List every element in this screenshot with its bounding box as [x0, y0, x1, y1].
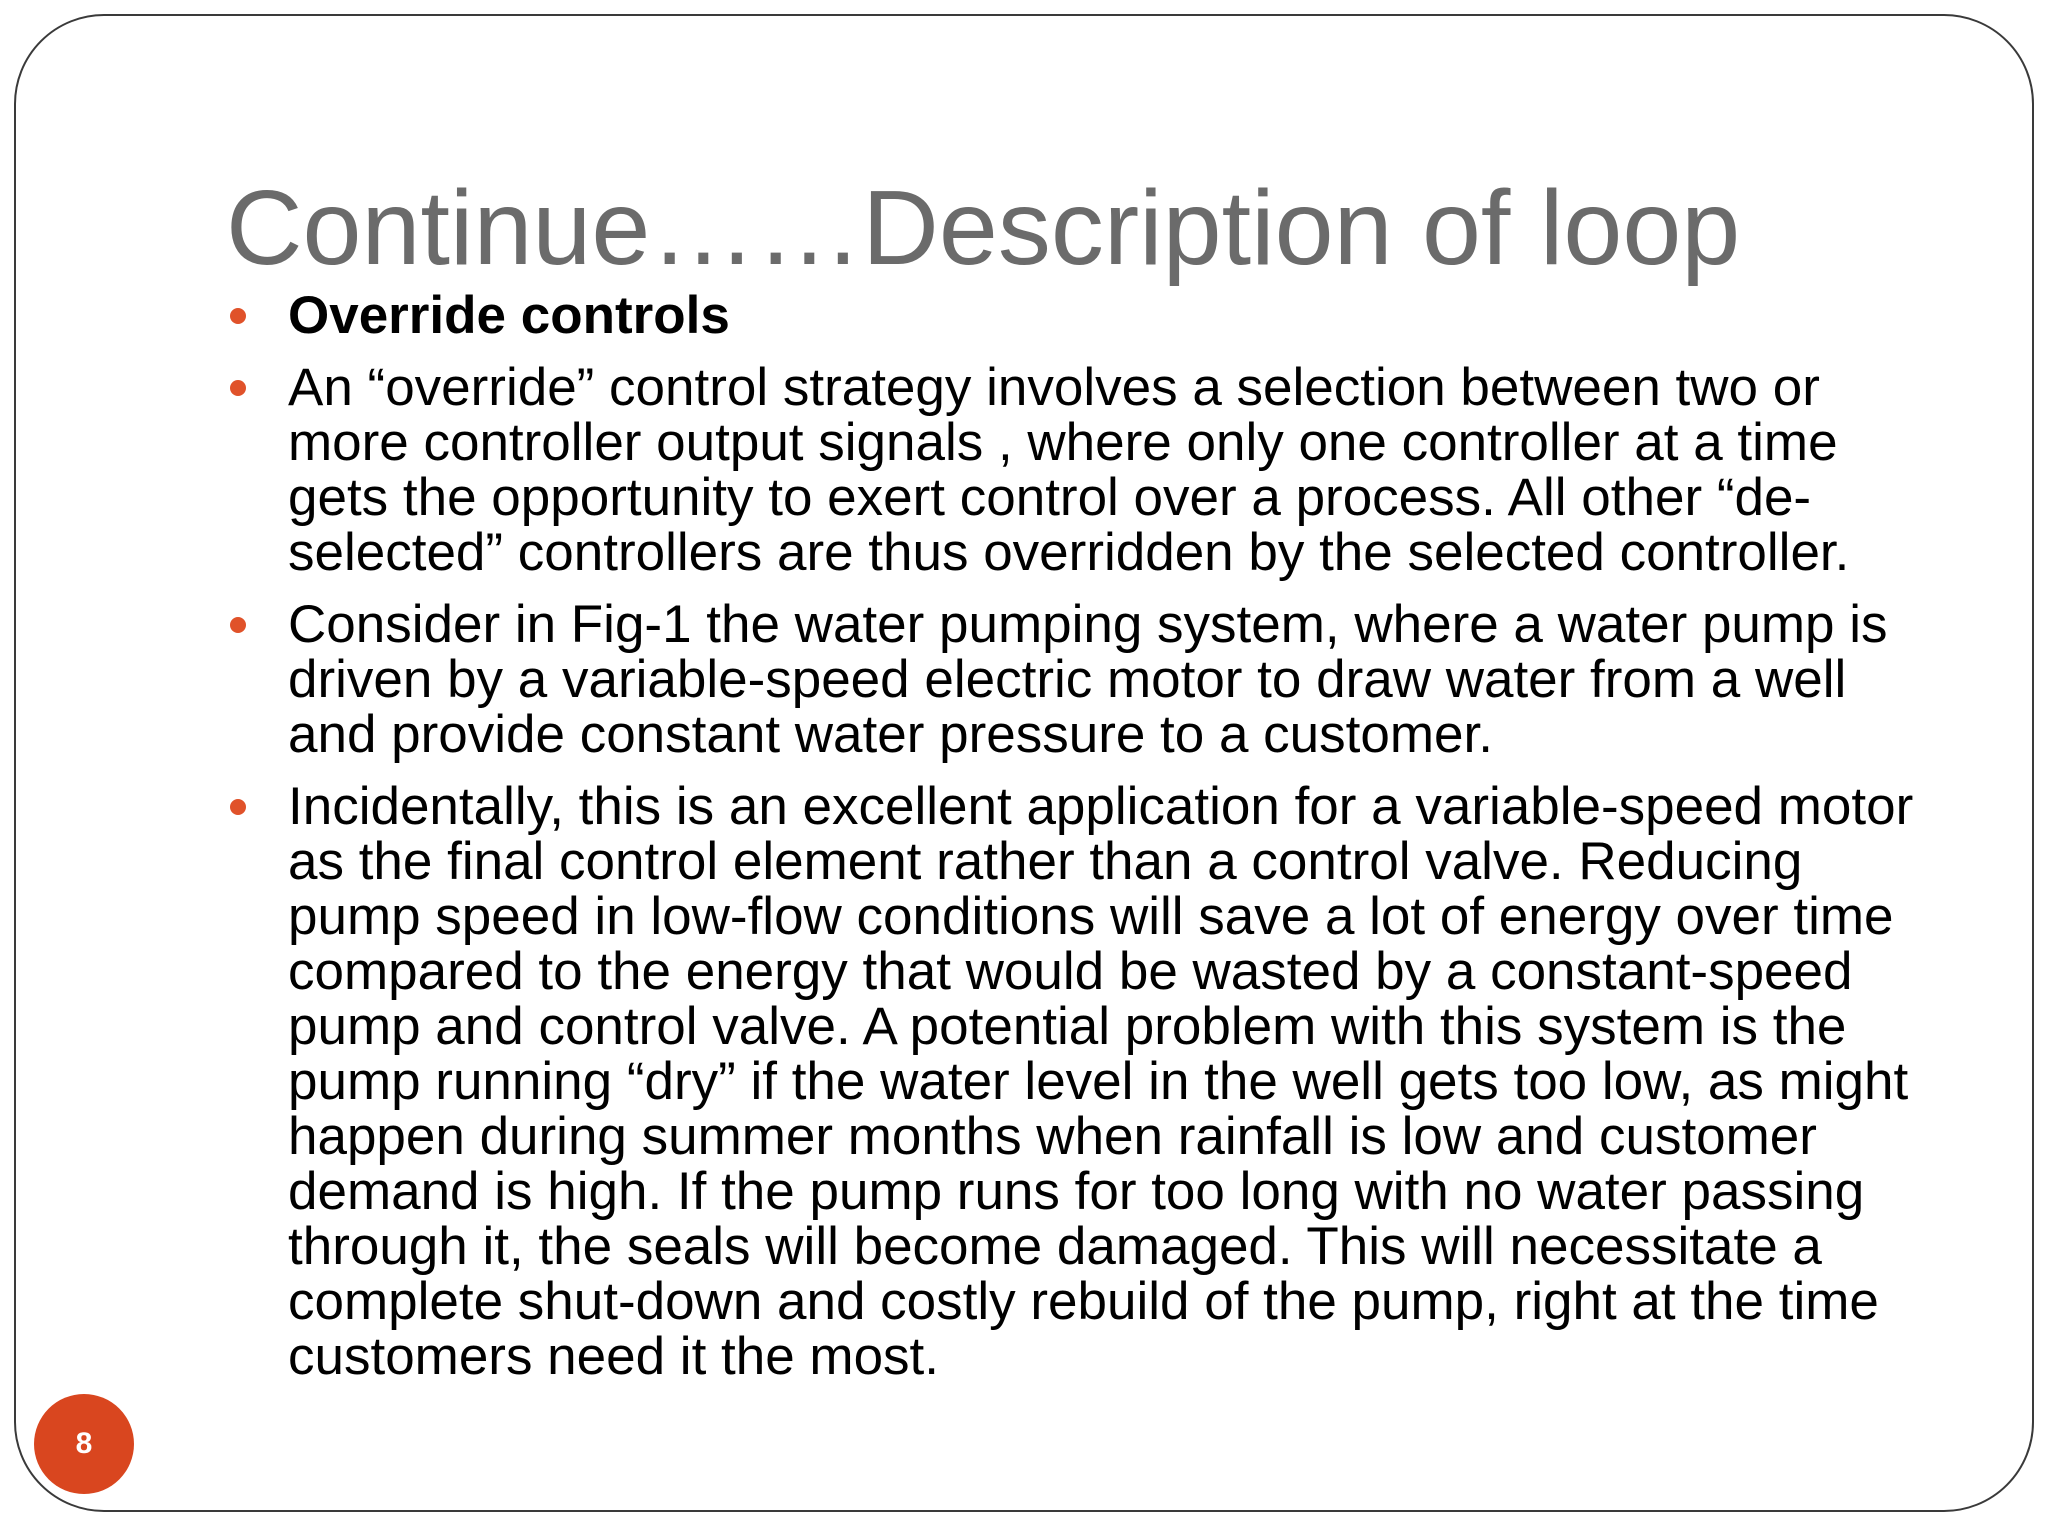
bullet-dot-icon — [230, 380, 246, 396]
bullet-list — [226, 288, 1926, 1401]
bullet-item — [226, 360, 1926, 580]
page-number-badge: 8 — [34, 1394, 134, 1494]
bullet-dot-icon — [230, 617, 246, 633]
bullet-text: Consider in Fig-1 the water pumping system, where a water pump is driven by a variable-speed electric motor to draw water from a well and provide constant water pressure to a customer. — [288, 595, 1888, 764]
bullet-text: An “override” control strategy involves a selection between two or more controller output signals , where only one controller at a time gets the opportunity to exert control over a process. All other “de-selected” controllers are thus overridden by the selected controller. — [288, 358, 1850, 582]
bullet-item — [226, 288, 1926, 343]
bullet-dot-icon — [230, 799, 246, 815]
bullet-text: Incidentally, this is an excellent application for a variable-speed motor as the final control element rather than a control valve. Reducing pump speed in low-flow conditions will save a lot of energy over time compared to the energy that would be wasted by a constant-speed pump and control valve. A potential problem with this system is the pump running “dry” if the water level in the well gets too low, as might happen during summer months when rainfall is low and customer demand is high. If the pump runs for too long with no water passing through it, the seals will become damaged. This will necessitate a complete shut-down and costly rebuild of the pump, right at the time customers need it the most. — [288, 777, 1914, 1386]
bullet-heading: Override controls — [288, 286, 730, 345]
bullet-item — [226, 597, 1926, 762]
slide-title: Continue……Description of loop — [226, 169, 1741, 287]
bullet-item — [226, 779, 1926, 1384]
bullet-dot-icon — [230, 308, 246, 324]
